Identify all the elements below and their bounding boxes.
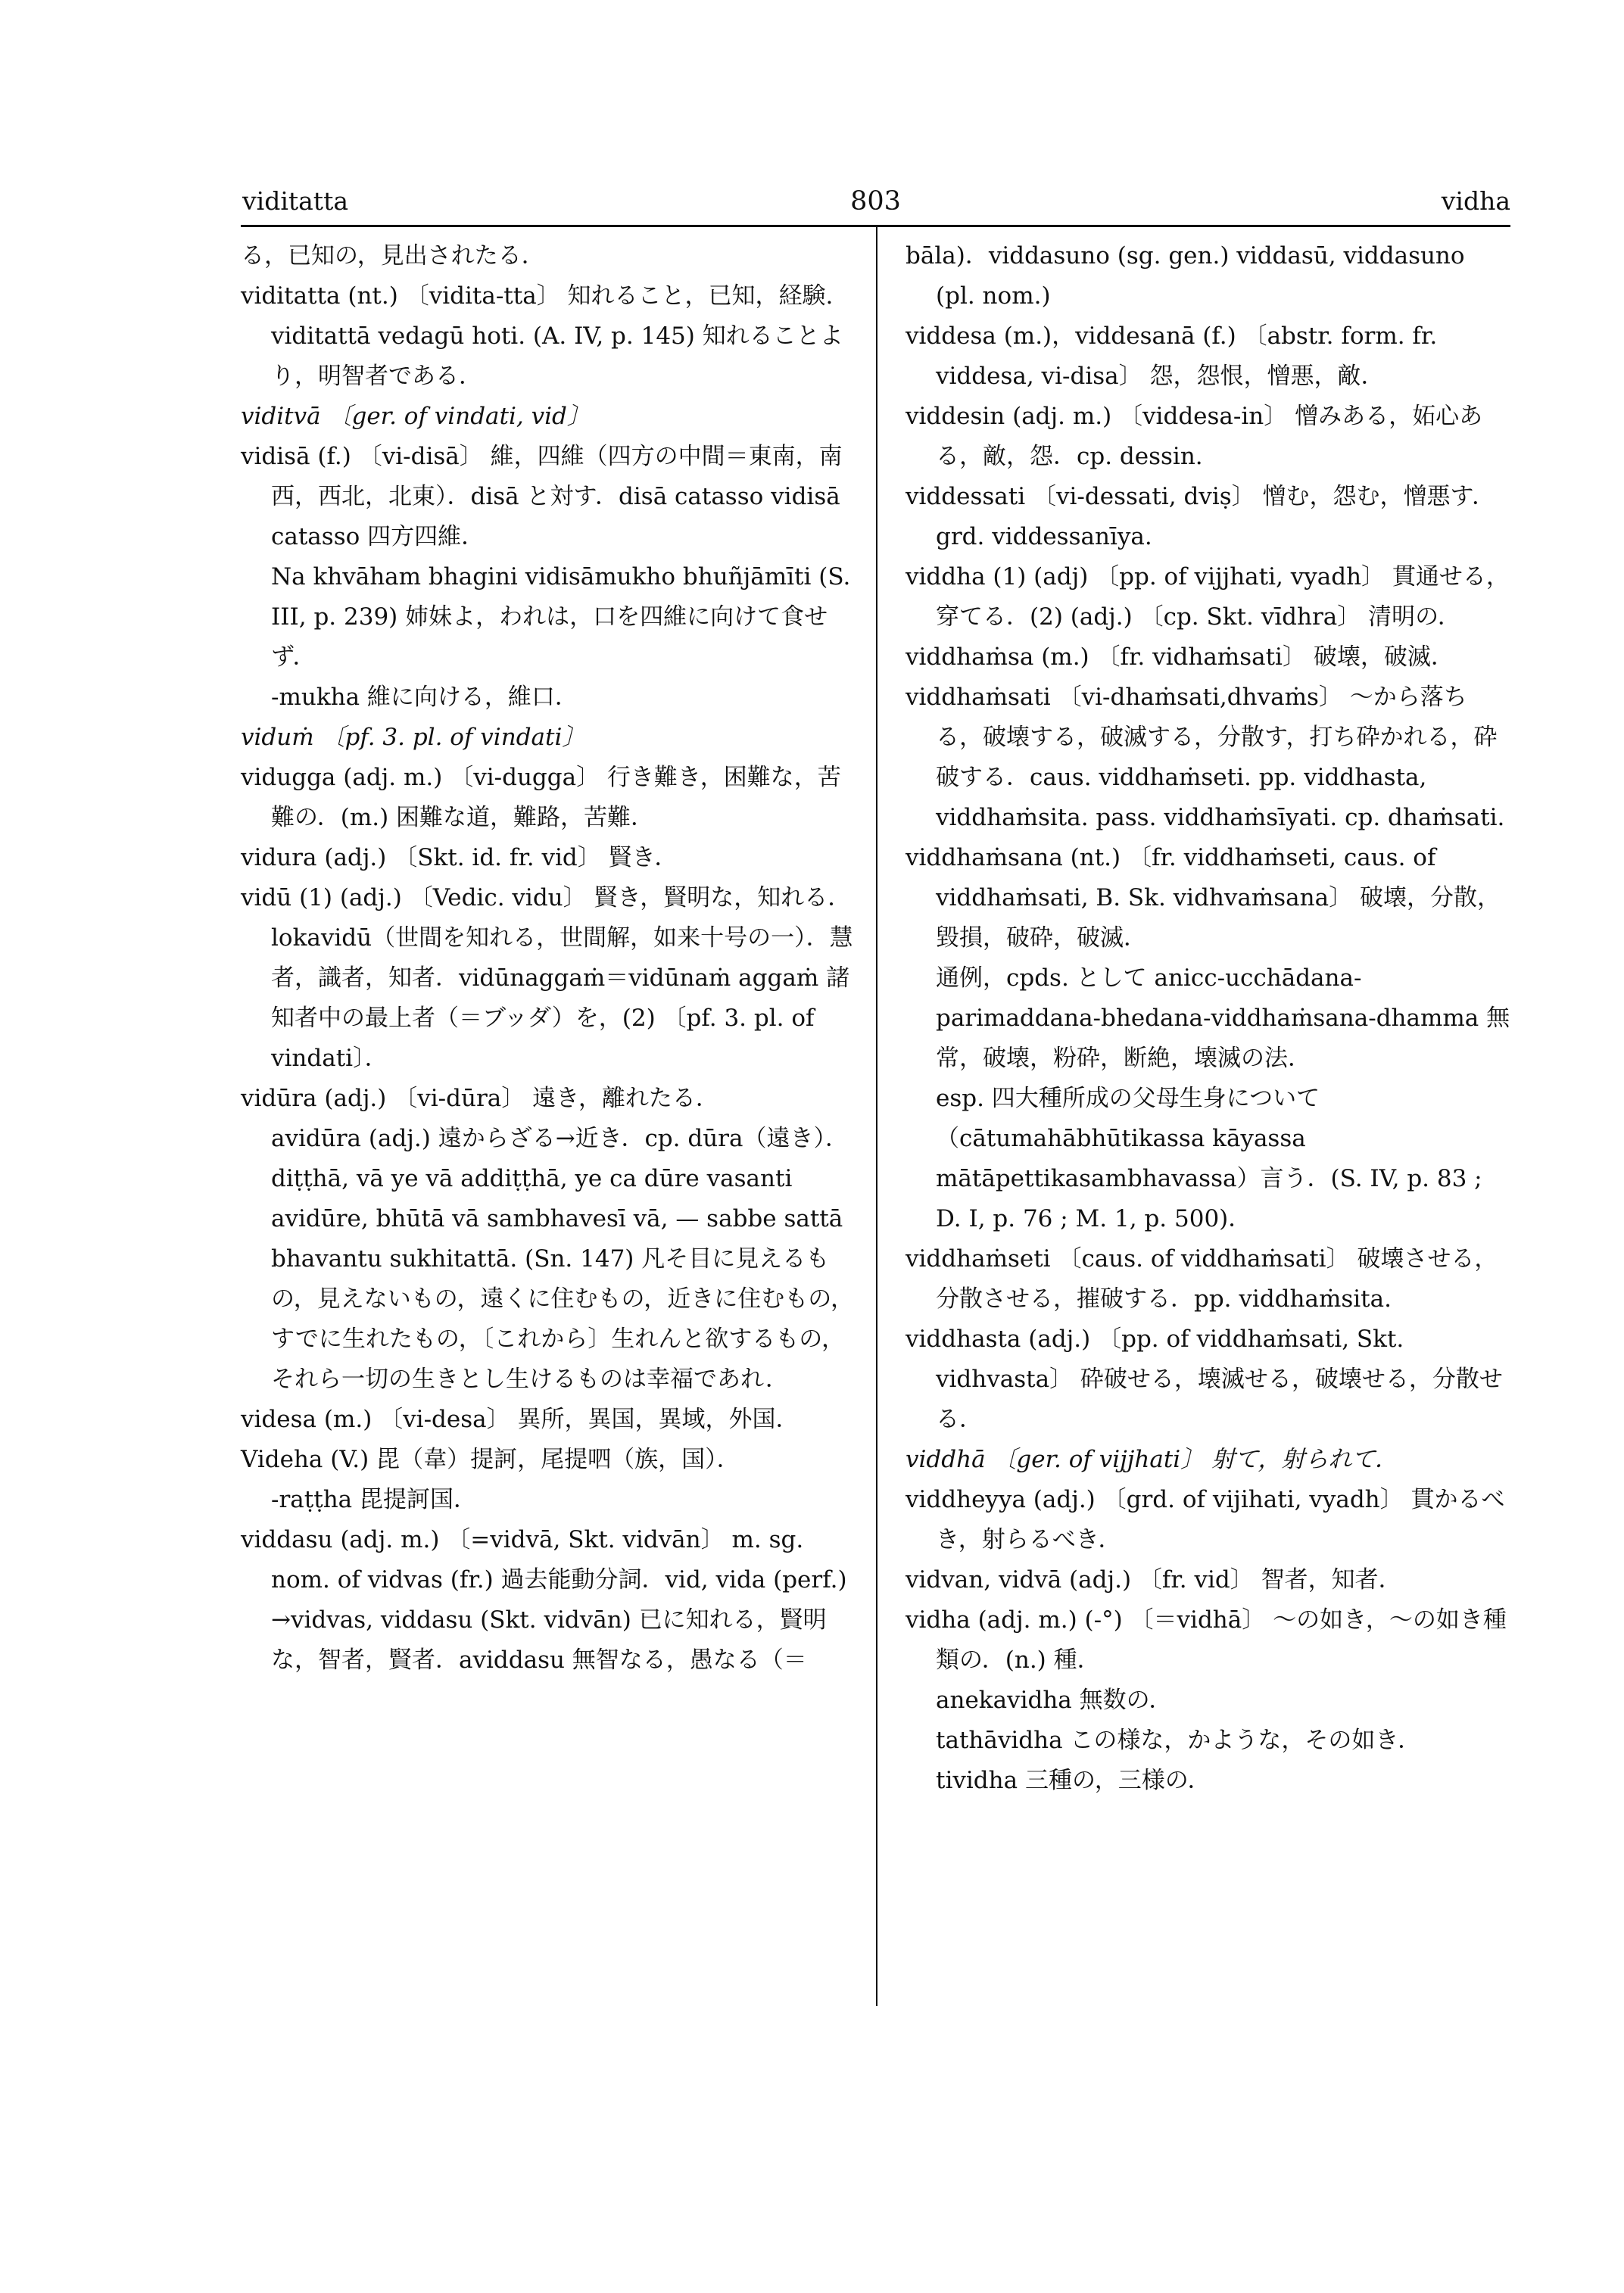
entry-vidha: vidha (adj. m.) (-°) 〔＝vidhā〕 〜の如き，〜の如き種類の．(n.) 種． [906,1606,1507,1674]
entry-viddhasta: viddhasta (adj.) 〔pp. of viddhaṁsati, Skt. vidhvasta〕 砕破せる，壊滅せる，破壊せる，分散せる． [906,1326,1503,1433]
entry-viditva: viditvā 〔ger. of vindati, vid〕 [241,403,591,430]
entry-viddhamseti: viddhaṁseti 〔caus. of viddhaṁsati〕 破壊させる，分散させる，摧破する．pp. viddhaṁsita. [906,1245,1498,1313]
note-viddhamsana-esp: esp. 四大種所成の父母生身について（cātumahābhūtikassa kāyassa mātāpettikasambhavassa）言う．(S. IV, p. 83 ; D. I, p. 76 ; M. 1, p. 500)． [936,1085,1482,1232]
example-avidura: diṭṭhā, vā ye vā addiṭṭhā, ye ca dūre vasanti avidūre, bhūtā vā sambhavesī vā, — sabbe sattā bhavantu sukhitattā. (Sn. 147) 凡そ目に見えるもの，見えないもの，遠くに住むもの，近きに住むもの，すでに生れたもの，〔これから〕生れんと欲するもの，それら一切の生きとし生けるものは幸福であれ． [271,1165,855,1393]
entry-continuation-right: bāla)．viddasuno (sg. gen.) viddasū, viddasuno (pl. nom.) [906,242,1465,310]
subentry-tividha: tividha 三種の，三様の． [936,1767,1211,1794]
subentry-tathavidha: tathāvidha この様な，かような，その如き． [936,1727,1422,1754]
entry-viditatta: viditatta (nt.) 〔vidita-tta〕 知れること，已知，経験. [241,282,834,310]
note-viddhamsana-cpds: 通例，cpds. として anicc-ucchādana-parimaddana-bhedana-viddhaṁsana-dhamma 無常，破壊，粉砕，断絶，壊滅の法． [936,964,1510,1072]
entry-vidugga: vidugga (adj. m.) 〔vi-dugga〕 行き難き，困難な，苦難の．(m.) 困難な道，難路，苦難． [241,764,841,831]
example-viditatta: viditattā vedagū hoti. (A. IV, p. 145) 知れることより，明智者である． [271,322,843,390]
subentry-anekavidha: anekavidha 無数の． [936,1687,1173,1714]
entry-vidisa: vidisā (f.) 〔vi-disā〕 維，四維（四方の中間＝東南，南西，西北，北東）．disā と対す．disā catasso vidisā catasso 四方四維． [241,443,843,550]
header-first-headword: viditatta [242,186,349,216]
entry-viddhamsa: viddhaṁsa (m.) 〔fr. vidhaṁsati〕 破壊，破滅． [906,643,1454,671]
entry-vidvan: vidvan, vidvā (adj.) 〔fr. vid〕 智者，知者． [906,1566,1402,1594]
subentry-mukha: -mukha 維に向ける，維口． [271,684,578,711]
entry-viddhamsati: viddhaṁsati 〔vi-dhaṁsati,dhvaṁs〕 〜から落ちる，破壊する，破滅する，分散す，打ち砕かれる，砕破する．caus. viddhaṁseti. pp. viddhasta, viddhaṁsita. pass. viddhaṁsīyati. cp. dhaṁsati. [906,684,1505,831]
entry-vidura: vidura (adj.) 〔Skt. id. fr. vid〕 賢き． [241,844,678,871]
page-number: 803 [850,186,901,217]
entry-continuation: る，已知の，見出されたる． [241,242,545,269]
example-vidisa: Na khvāham bhagini vidisāmukho bhuñjāmīti (S. III, p. 239) 姉妹よ，われは，口を四維に向けて食せず． [271,563,851,671]
entry-vidum: viduṁ 〔pf. 3. pl. of vindati〕 [241,724,586,751]
entry-videsa: videsa (m.) 〔vi-desa〕 異所，異国，異域，外国． [241,1406,800,1433]
column-divider [876,227,877,2006]
subentry-rattha: -raṭṭha 毘提訶国． [271,1486,477,1513]
entry-viddhamsana: viddhaṁsana (nt.) 〔fr. viddhaṁseti, caus. of viddhaṁsati, B. Sk. vidhvaṁsana〕 破壊，分散，毀損，破砕，破滅． [906,844,1501,952]
running-header [241,186,1510,229]
entry-viddha-ger: viddhā 〔ger. of vijjhati〕 射て，射られて． [906,1446,1398,1473]
entry-vidura-long: vidūra (adj.) 〔vi-dūra〕 遠き，離れたる． [241,1085,719,1112]
entry-viddesa: viddesa (m.)，viddesanā (f.) 〔abstr. form. fr. viddesa, vi-disa〕 怨，怨恨，憎悪，敵． [906,322,1438,390]
header-last-headword: vidha [1441,186,1510,216]
entry-viddessati: viddessati 〔vi-dessati, dviṣ〕 憎む，怨む，憎悪す．grd. viddessanīya. [906,483,1496,550]
entry-vidu: vidū (1) (adj.) 〔Vedic. vidu〕 賢き，賢明な，知れる．lokavidū（世間を知れる，世間解，如来十号の一）．慧者，識者，知者．vidūnaggaṁ＝vidūnaṁ aggaṁ 諸知者中の最上者（＝ブッダ）を，(2) 〔pf. 3. pl. of vindati〕． [241,884,853,1072]
left-column [241,236,860,1681]
entry-viddasu: viddasu (adj. m.) 〔=vidvā, Skt. vidvān〕 m. sg. nom. of vidvas (fr.) 過去能動分詞．vid, vida (perf.) →vidvas, viddasu (Skt. vidvān) 已に知れる，賢明な，智者，賢者．aviddasu 無智なる，愚なる（＝ [241,1526,847,1674]
entry-viddheyya: viddheyya (adj.) 〔grd. of vijihati, vyadh〕 貫かるべき，射らるべき． [906,1486,1505,1553]
subentry-avidura: avidūra (adj.) 遠からざる→近き．cp. dūra（遠き）． [271,1125,849,1152]
entry-videha: Videha (V.) 毘（韋）提訶，尾提呬（族，国）． [241,1446,740,1473]
entry-viddha: viddha (1) (adj) 〔pp. of vijjhati, vyadh〕 貫通せる，穿てる．(2) (adj.) 〔cp. Skt. vīdhra〕 清明の． [906,563,1510,631]
entry-viddesin: viddesin (adj. m.) 〔viddesa-in〕 憎みある，妬心ある，敵，怨．cp. dessin. [906,403,1483,470]
right-column [906,236,1511,1801]
